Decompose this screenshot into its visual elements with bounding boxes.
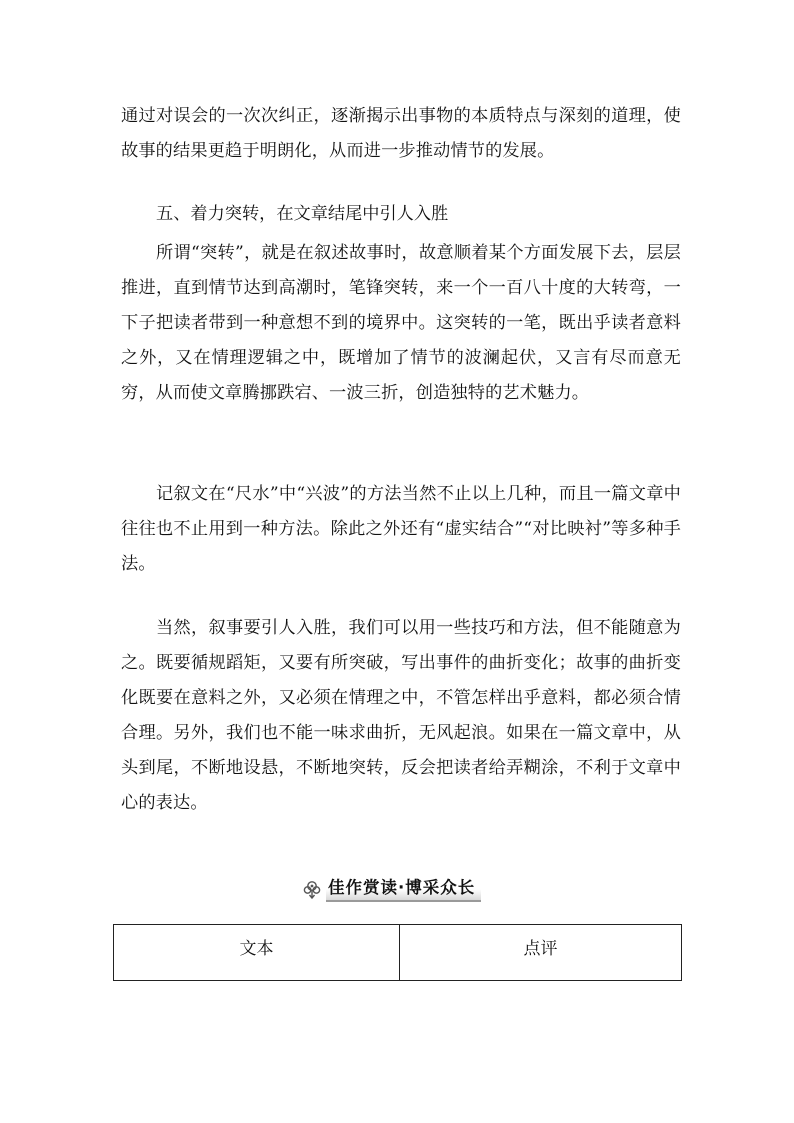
section-heading-5: 五、着力突转，在文章结尾中引人入胜: [156, 204, 449, 224]
ornament-knot-icon: [300, 877, 324, 901]
review-table: [113, 924, 682, 981]
table-header-row: [114, 925, 682, 981]
section-banner-title: 佳作赏读·博采众长: [326, 876, 481, 902]
section-banner: [300, 876, 496, 902]
paragraph-misunderstanding-end: 通过对误会的一次次纠正，逐渐揭示出事物的本质特点与深刻的道理，使故事的结果更趋于明朗化，从而进一步推动情节的发展。: [121, 106, 681, 161]
paragraph-sudden-turn: 所谓“突转”，就是在叙述故事时，故意顺着某个方面发展下去，层层推进，直到情节达到高潮时，笔锋突转，来一个一百八十度的大转弯，一下子把读者带到一种意想不到的境界中。这突转的一笔，既出乎读者意料之外，又在情理逻辑之中，既增加了情节的波澜起伏，又言有尽而意无穷，从而使文章腾挪跌宕、一波三折，创造独特的艺术魅力。: [121, 243, 681, 403]
paragraph-methods-summary: 记叙文在“尺水”中“兴波”的方法当然不止以上几种，而且一篇文章中往往也不止用到一种方法。除此之外还有“虚实结合”“对比映衬”等多种手法。: [121, 484, 681, 574]
table-header-comment: 点评: [400, 925, 682, 981]
table-header-text: 文本: [114, 925, 400, 981]
paragraph-caution: 当然，叙事要引人入胜，我们可以用一些技巧和方法，但不能随意为之。既要循规蹈矩，又要有所突破，写出事件的曲折变化；故事的曲折变化既要在意料之外，又必须在情理之中，不管怎样出乎意料，都必须合情合理。另外，我们也不能一味求曲折，无风起浪。如果在一篇文章中，从头到尾，不断地设悬，不断地突转，反会把读者给弄糊涂，不利于文章中心的表达。: [121, 618, 681, 813]
